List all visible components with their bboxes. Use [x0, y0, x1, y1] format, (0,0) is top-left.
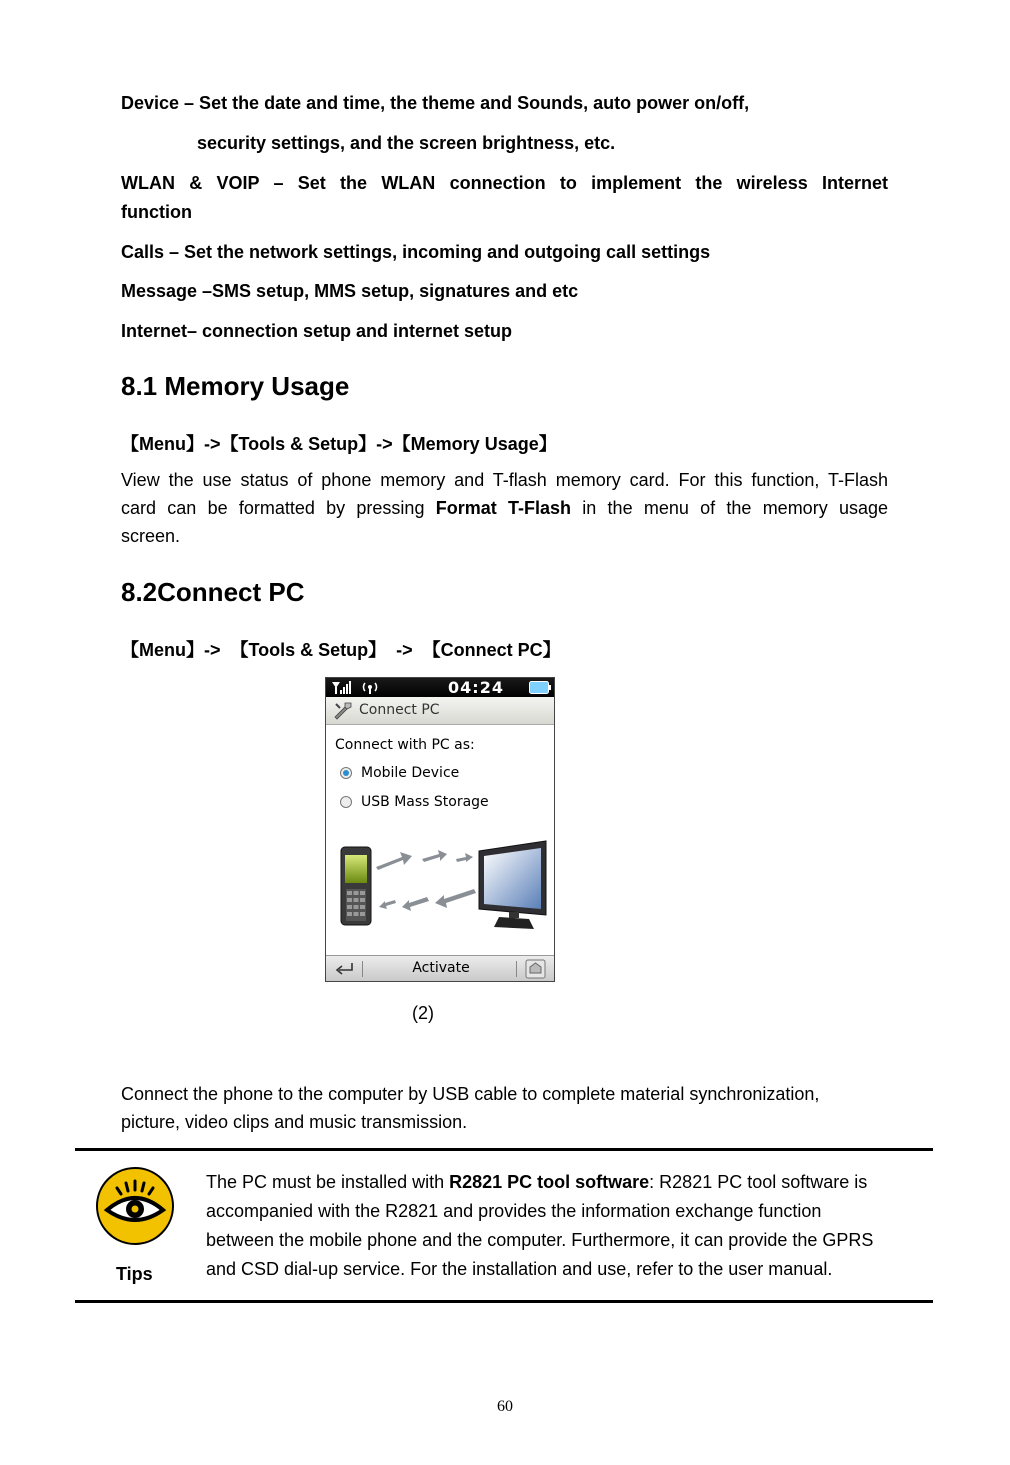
device-line: Device – Set the date and time, the theme and Sounds, auto power on/off,: [121, 93, 750, 113]
radio-mobile-device[interactable]: [340, 767, 352, 779]
wlan-line-cont: function: [121, 202, 192, 222]
section-heading-connect-pc: 8.2Connect PC: [121, 577, 305, 607]
memory-para-line-2: card can be formatted by pressing Format T-Flash in the menu of the memory usage: [121, 498, 888, 518]
softkey-divider-left: [362, 961, 363, 977]
signal-icon: [330, 680, 390, 695]
phone-clock: 04:24: [448, 678, 504, 697]
figure-caption: (2): [412, 1003, 434, 1023]
phone-softkey-bar: [326, 955, 554, 982]
option-usb-mass-storage[interactable]: USB Mass Storage: [361, 794, 489, 810]
wlan-line: WLAN & VOIP – Set the WLAN connection to implement the wireless Internet: [121, 173, 888, 193]
breadcrumb-memory-usage: 【Menu】->【Tools & Setup】->【Memory Usage】: [121, 434, 557, 454]
section-heading-memory-usage: 8.1 Memory Usage: [121, 371, 350, 401]
message-line: Message –SMS setup, MMS setup, signatures and etc: [121, 281, 579, 301]
tips-label: Tips: [116, 1264, 153, 1284]
battery-icon: [529, 681, 551, 694]
tips-line-2: accompanied with the R2821 and provides the information exchange function: [206, 1201, 822, 1221]
activate-softkey[interactable]: Activate: [412, 960, 470, 976]
page-number: 60: [497, 1398, 513, 1415]
tips-line-1: The PC must be installed with R2821 PC tool software: R2821 PC tool software is: [206, 1172, 868, 1192]
tips-text: [206, 1168, 928, 1284]
softkey-divider-right: [516, 961, 517, 977]
tips-rule-bottom: [75, 1300, 933, 1303]
option-mobile-device[interactable]: Mobile Device: [361, 765, 460, 781]
radio-usb-mass-storage[interactable]: [340, 796, 352, 808]
phone-status-bar: [326, 678, 554, 697]
calls-line: Calls – Set the network settings, incoming and outgoing call settings: [121, 242, 711, 262]
phone-screen-title: Connect PC: [359, 702, 440, 718]
memory-para-line-1: View the use status of phone memory and T-flash memory card. For this function, T-Flash: [121, 470, 888, 490]
phone-screenshot: [325, 677, 555, 982]
connect-para-line-2: picture, video clips and music transmission.: [121, 1112, 468, 1132]
tips-line-3: between the mobile phone and the computer. Furthermore, it can provide the GPRS: [206, 1230, 874, 1250]
connect-pc-paragraph: [121, 1080, 921, 1136]
tools-icon: [332, 700, 354, 721]
device-line-cont: security settings, and the screen brightness, etc.: [197, 133, 616, 153]
memory-usage-paragraph: [121, 466, 888, 550]
internet-line: Internet– connection setup and internet setup: [121, 321, 513, 341]
phone-title-bar: [326, 697, 554, 725]
phone-content: [326, 725, 554, 955]
memory-para-line-3: screen.: [121, 526, 181, 546]
breadcrumb-connect-pc: 【Menu】-> 【Tools & Setup】 -> 【Connect PC】: [121, 640, 561, 660]
wifi-icon: [362, 680, 378, 695]
tips-line-4: and CSD dial-up service. For the installation and use, refer to the user manual.: [206, 1259, 833, 1279]
home-icon[interactable]: [525, 959, 547, 979]
phone-pc-sync-illustration: [334, 837, 549, 949]
eye-icon: [95, 1166, 175, 1246]
connect-para-line-1: Connect the phone to the computer by USB cable to complete material synchronization,: [121, 1084, 820, 1104]
connect-prompt: Connect with PC as:: [335, 737, 475, 753]
back-icon[interactable]: [333, 960, 355, 978]
tips-rule-top: [75, 1148, 933, 1151]
